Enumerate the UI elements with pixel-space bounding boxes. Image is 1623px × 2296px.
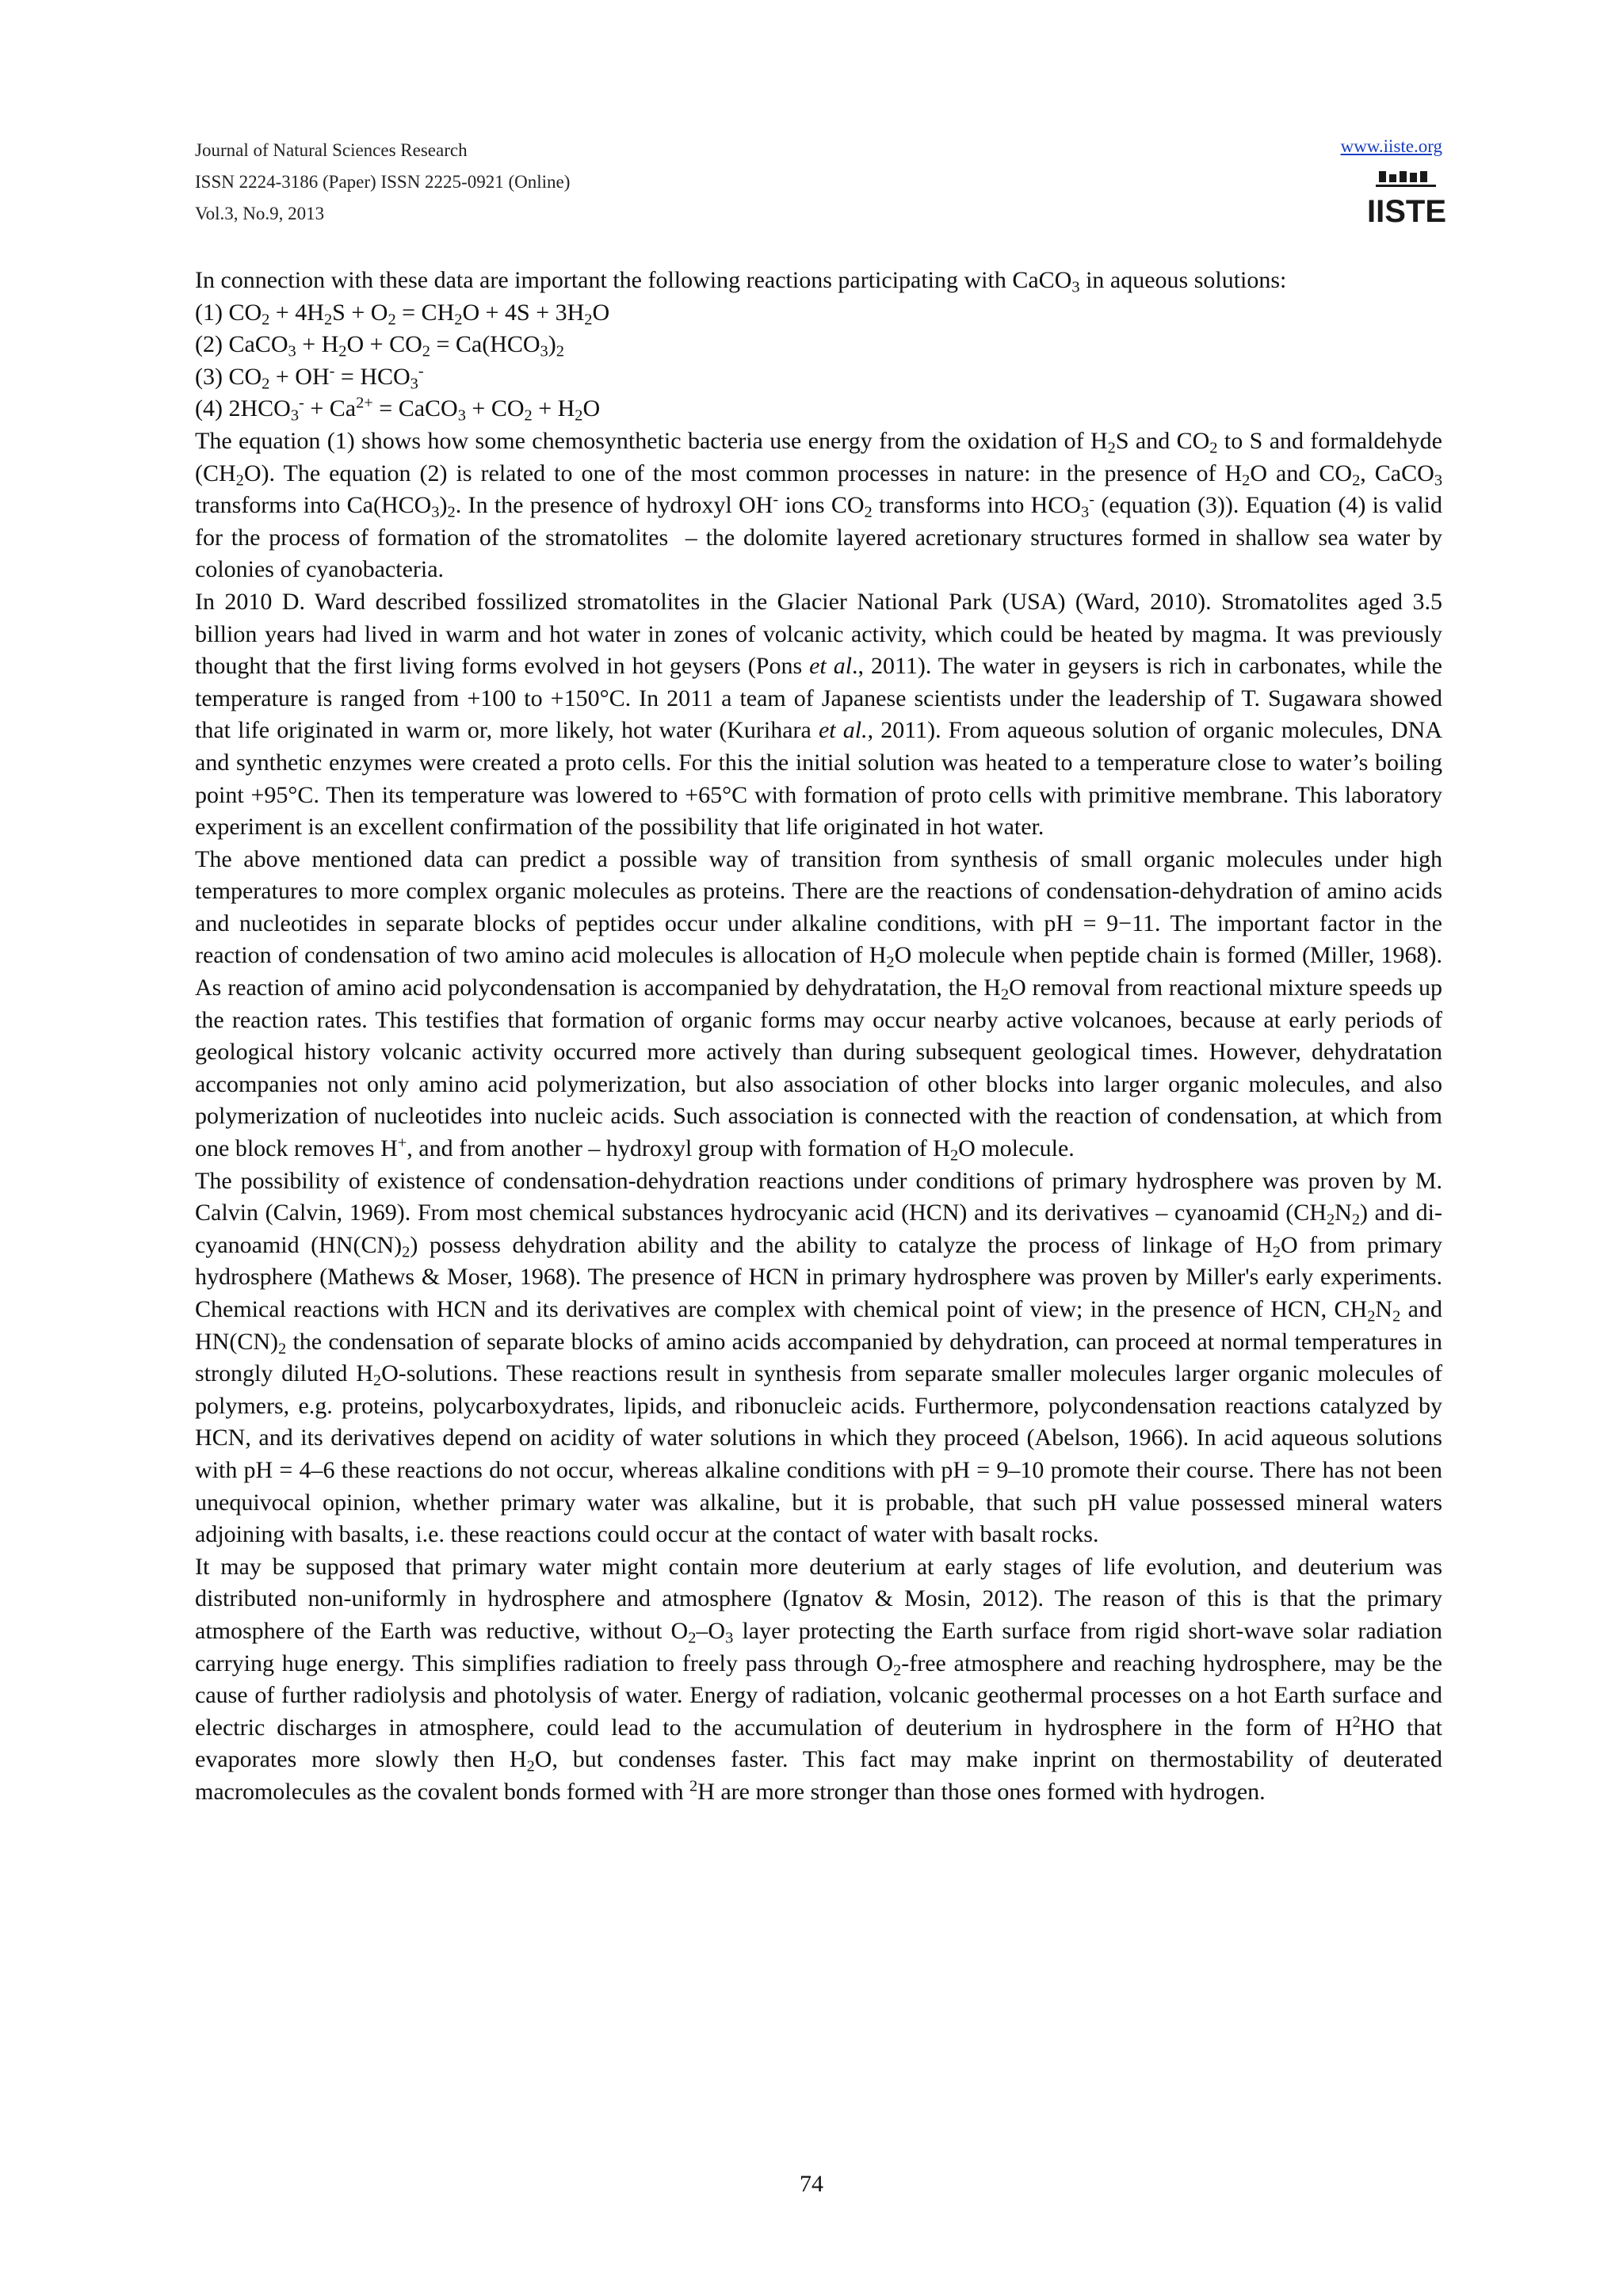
paragraph: It may be supposed that primary water might contain more deuterium at early stages of life evolution, and deuterium was distributed non-uniformly in hydrosphere and atmosphere (Ignatov & Mosin, 2012). The reason of this is that the primary atmosphere of the Earth was reductive, without $O_2-O_3$ layer protecting the Earth surface from rigid short-wave solar radiation carrying huge energy. This simplifies radiation to freely pass through $O_2$-free atmosphere and reaching hydrosphere, may be the cause of further radiolysis and photolysis of water. Energy of radiation, volcanic geothermal processes on a hot Earth surface and electric discharges in atmosphere, could lead to the accumulation of deuterium in hydrosphere in the form of $H^2HO$ that evaporates more slowly then $H_2O$, but condenses faster. This fact may make inprint on thermostability of deuterated macromolecules as the covalent bonds formed with $^2$H are more stronger than those ones formed with hydrogen.	[195, 1553, 1442, 1805]
journal-title: Journal of Natural Sciences Research	[195, 140, 468, 160]
iiste-logo	[1366, 170, 1447, 229]
equation-1: (1) $CO_2 + 4H_2S + O_2 = CH_2O + 4S + 3H_2O$	[195, 299, 610, 329]
equation-3: (3) $CO_2 + OH^- = HCO_3^-$	[195, 362, 424, 393]
article-body	[195, 265, 1442, 1809]
equation-2: (2) CaCO$_3$ + $H_2O + CO_2 = Ca(HCO_3)_2$	[195, 331, 564, 360]
paragraph: In connection with these data are important the following reactions participating with CaCO$_3$ in aqueous solutions:	[195, 267, 1287, 296]
running-header	[195, 135, 570, 230]
journal-issn: ISSN 2224-3186 (Paper) ISSN 2225-0921 (Online)	[195, 172, 571, 192]
paragraph: The equation (1) shows how some chemosynthetic bacteria use energy from the oxidation of $H_2S$ and $CO_2$ to S and formaldehyde $(CH_2O)$. The equation (2) is related to one of the most common processes in nature: in the presence of $H_2O$ and $CO_2$, CaCO$_3$ transforms into $Ca(HCO_3)_2$. In the presence of hydroxyl OH- ions $CO_2$ transforms into $HCO_3^-$ (equation (3)). Equation (4) is valid for the process of formation of the stromatolites – the dolomite layered acretionary structures formed in shallow sea water by colonies of cyanobacteria.	[195, 427, 1443, 583]
paragraph: The above mentioned data can predict a possible way of transition from synthesis of small organic molecules under high temperatures to more complex organic molecules as proteins. There are the reactions of condensation-dehydration of amino acids and nucleotides in separate blocks of peptides occur under alkaline conditions, with pH = 9−11. The important factor in the reaction of condensation of two amino acid molecules is allocation of $H_2O$ molecule when peptide chain is formed (Miller, 1968). As reaction of amino acid polycondensation is accompanied by dehydratation, the $H_2O$ removal from reactional mixture speeds up the reaction rates. This testifies that formation of organic forms may occur nearby active volcanoes, because at early periods of geological history volcanic activity occurred more actively than during subsequent geological times. However, dehydratation accompanies not only amino acid polymerization, but also association of other blocks into larger organic molecules, and also polymerization of nucleotides into nucleic acids. Such association is connected with the reaction of condensation, at which from one block removes H+, and from another – hydroxyl group with formation of $H_2O$ molecule.	[195, 845, 1442, 1165]
svg-text:IISTE: IISTE	[1366, 194, 1447, 229]
paragraph: The possibility of existence of condensation-dehydration reactions under conditions of primary hydrosphere was proven by M. Calvin (Calvin, 1969). From most chemical substances hydrocyanic acid (HCN) and its derivatives – cyanoamid $(CH_2N_2)$ and di-cyanoamid $(HN(CN)_2)$ possess dehydration ability and the ability to catalyze the process of linkage of $H_2O$ from primary hydrosphere (Mathews & Moser, 1968). The presence of HCN in primary hydrosphere was proven by Miller's early experiments. Chemical reactions with HCN and its derivatives are complex with chemical point of view; in the presence of HCN, $CH_2N_2$ and $HN(CN)_2$ the condensation of separate blocks of amino acids accompanied by dehydration, can proceed at normal temperatures in strongly diluted $H_2O$-solutions. These reactions result in synthesis from separate smaller molecules larger organic molecules of polymers, e.g. proteins, polycarboxydrates, lipids, and ribonucleic acids. Furthermore, polycondensation reactions catalyzed by HCN, and its derivatives depend on acidity of water solutions in which they proceed (Abelson, 1966). In acid aqueous solutions with pH = 4–6 these reactions do not occur, whereas alkaline conditions with pH = 9–10 promote their course. There has not been unequivocal opinion, whether primary water was alkaline, but it is probable, that such pH value possessed mineral waters adjoining with basalts, i.e. these reactions could occur at the contact of water with basalt rocks.	[195, 1167, 1442, 1548]
journal-volume: Vol.3, No.9, 2013	[195, 204, 325, 223]
journal-url-link[interactable]: www.iiste.org	[1340, 136, 1442, 156]
paragraph: In 2010 D. Ward described fossilized stromatolites in the Glacier National Park (USA) (Ward, 2010). Stromatolites aged 3.5 billion years had lived in warm and hot water in zones of volcanic activity, which could be heated by magma. It was previously thought that the first living forms evolved in hot geysers (Pons et al., 2011). The water in geysers is rich in carbonates, while the temperature is ranged from +100 to +150°C. In 2011 a team of Japanese scientists under the leadership of T. Sugawara showed that life originated in warm or, more likely, hot water (Kurihara et al., 2011). From aqueous solution of organic molecules, DNA and synthetic enzymes were created a proto cells. For this the initial solution was heated to a temperature close to water’s boiling point +95°C. Then its temperature was lowered to +65°C with formation of proto cells with primitive membrane. This laboratory experiment is an excellent confirmation of the possibility that life originated in hot water.	[195, 588, 1442, 841]
page-number: 74	[800, 2171, 823, 2197]
equation-4: (4) $2HCO_3^- + Ca^{2+}$ = CaCO$_3$ + $CO_2 + H_2O$	[195, 394, 601, 425]
